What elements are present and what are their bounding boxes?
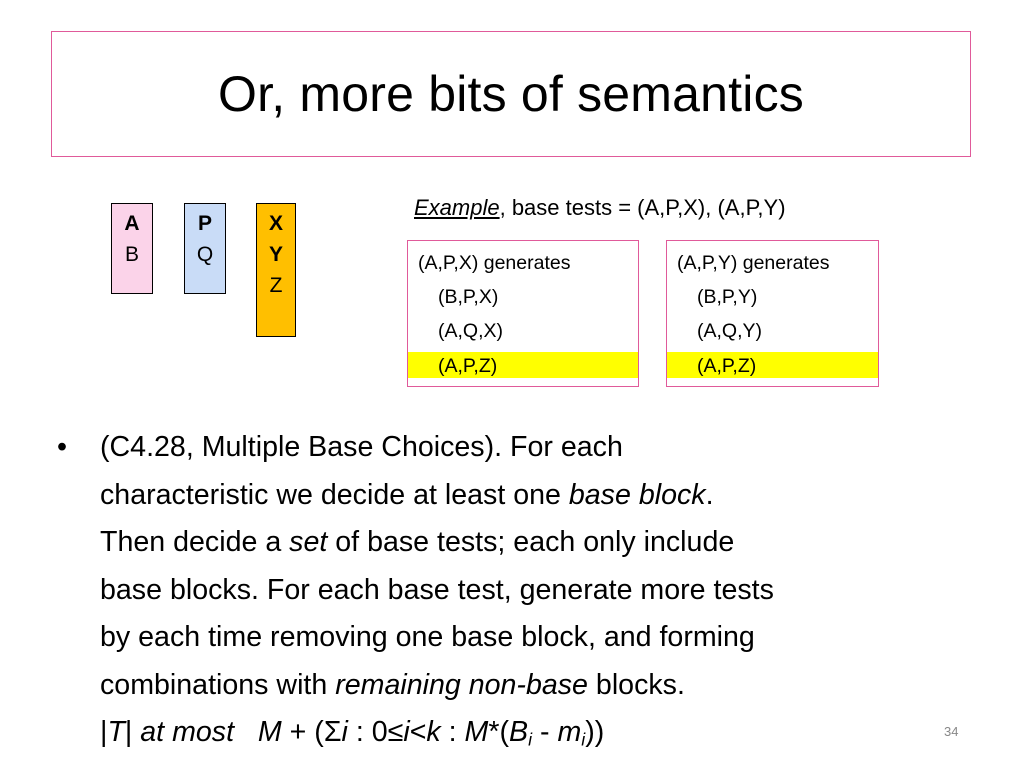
- formula-line: [100, 709, 960, 757]
- bullet-line: [100, 519, 960, 567]
- formula-var: M: [464, 716, 489, 748]
- generated-tests-box-2: [666, 240, 879, 387]
- formula-var: i: [341, 716, 348, 748]
- block-z: Z: [269, 274, 283, 297]
- title-box: [51, 31, 971, 157]
- le-symbol: ≤: [387, 716, 404, 748]
- formula-var: T: [107, 716, 125, 748]
- base-block-y: Y: [268, 243, 283, 266]
- block-characteristic-xyz: [256, 203, 296, 337]
- generated-test: (A,Q,Y): [697, 320, 763, 342]
- bullet-text: [100, 424, 960, 757]
- base-block-a: A: [124, 212, 140, 235]
- bullet-line: (C4.28, Multiple Base Choices). For each: [100, 431, 623, 463]
- bullet-line: [100, 662, 960, 710]
- generated-test: (A,Q,X): [438, 320, 504, 342]
- generates-header: (A,P,X) generates: [418, 252, 571, 274]
- italic-term: set: [289, 526, 328, 558]
- example-label: Example: [414, 195, 500, 220]
- formula-part: :: [440, 716, 465, 748]
- generated-test-highlighted: (A,P,Z): [438, 355, 498, 377]
- bullet-line: by each time removing one base block, and forming: [100, 621, 755, 653]
- formula-var: m: [557, 716, 582, 748]
- text-run: Then decide a: [100, 526, 290, 558]
- block-characteristic-ab: [111, 203, 153, 294]
- block-characteristic-pq: [184, 203, 226, 294]
- italic-term: remaining non-base: [335, 668, 588, 701]
- formula-part: at most: [140, 716, 235, 748]
- formula-part: + (: [281, 716, 324, 748]
- block-b: B: [124, 243, 139, 266]
- formula-subscript: i: [528, 729, 533, 750]
- example-line: [414, 195, 786, 221]
- block-q: Q: [196, 243, 214, 266]
- generated-test: (B,P,Y): [697, 286, 758, 308]
- formula-var: k: [426, 716, 441, 748]
- example-text: , base tests = (A,P,X), (A,P,Y): [499, 195, 786, 220]
- formula-part: *(: [488, 716, 510, 748]
- formula-part: |: [100, 716, 108, 748]
- bullet-line: base blocks. For each base test, generate more tests: [100, 573, 774, 606]
- base-block-x: X: [268, 212, 283, 235]
- generates-header: (A,P,Y) generates: [677, 252, 830, 274]
- generated-tests-box-1: [407, 240, 639, 387]
- text-run: combinations with: [100, 668, 336, 701]
- base-block-p: P: [197, 212, 212, 235]
- sigma-symbol: Σ: [323, 716, 342, 748]
- formula-part: |: [124, 716, 141, 748]
- italic-term: base block: [568, 478, 706, 511]
- text-run: of base tests; each only include: [327, 526, 735, 558]
- bullet-marker: •: [57, 431, 68, 463]
- formula-var: M: [257, 716, 282, 748]
- text-run: blocks.: [587, 668, 685, 701]
- formula-part: [234, 716, 258, 748]
- text-run: characteristic we decide at least one: [100, 478, 569, 511]
- slide-title: Or, more bits of semantics: [218, 66, 804, 122]
- formula-part: <: [409, 716, 427, 748]
- generated-test-highlighted: (A,P,Z): [697, 355, 757, 377]
- generated-test: (B,P,X): [438, 286, 499, 308]
- page-number: 34: [944, 724, 959, 739]
- formula-part: )): [585, 716, 605, 748]
- formula-subscript: i: [581, 729, 586, 750]
- bullet-line: [100, 472, 960, 520]
- text-run: .: [705, 478, 714, 511]
- formula-var: i: [403, 716, 410, 748]
- formula-var: B: [509, 716, 529, 748]
- formula-part: : 0: [347, 716, 388, 748]
- formula-part: -: [532, 716, 558, 748]
